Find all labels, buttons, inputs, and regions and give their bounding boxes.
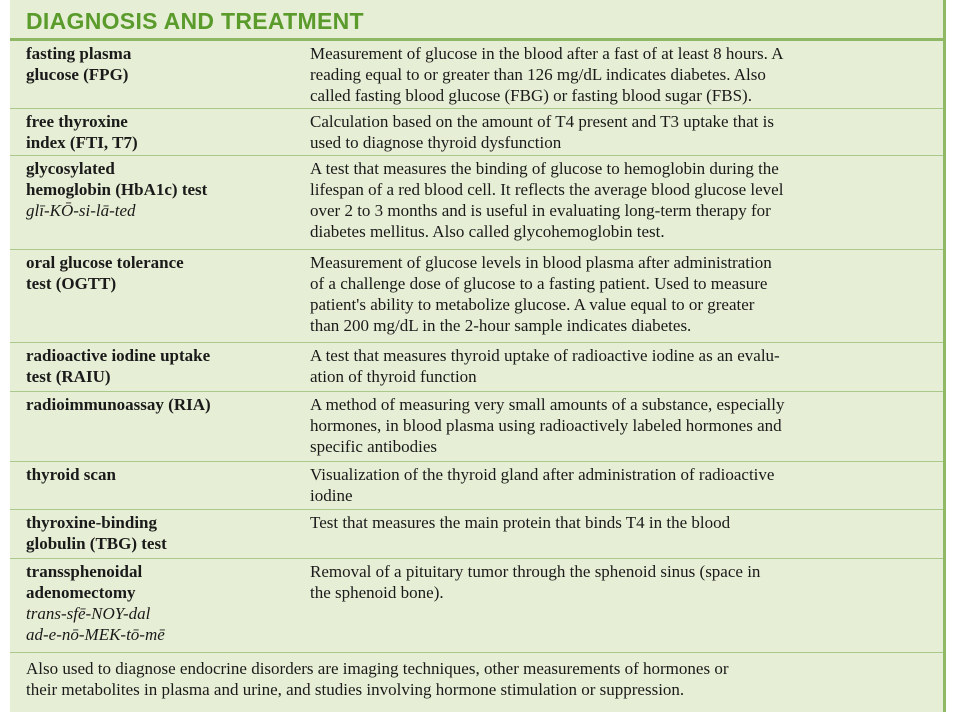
pronunciation: trans-sfē-NOY-dal	[26, 604, 151, 623]
definition: Calculation based on the amount of T4 present and T3 uptake that is used to diagnose thyroid dysfunction	[310, 112, 774, 152]
table-row	[10, 41, 943, 109]
definition: Visualization of the thyroid gland after administration of radioactive iodine	[310, 465, 775, 505]
definition: Measurement of glucose levels in blood plasma after administration of a challenge dose of glucose to a fasting patient. Used to measure patient's ability to metabolize glucose. A value equal to or greater than 200 mg/dL in the 2-hour sample indicates diabetes.	[310, 253, 772, 335]
term: radioimmunoassay (RIA)	[26, 395, 211, 414]
table-row	[10, 462, 943, 510]
section-title: DIAGNOSIS AND TREATMENT	[26, 8, 364, 34]
table-row	[10, 156, 943, 250]
definition: A test that measures thyroid uptake of radioactive iodine as an evalu- ation of thyroid function	[310, 346, 780, 386]
table-row	[10, 250, 943, 343]
definition: A method of measuring very small amounts of a substance, especially hormones, in blood plasma using radioactively labeled hormones and specific antibodies	[310, 395, 785, 456]
term: glycosylated hemoglobin (HbA1c) test glī-KŌ-si-lā-ted	[26, 158, 296, 221]
definition: Measurement of glucose in the blood after a fast of at least 8 hours. A reading equal to or greater than 126 mg/dL indicates diabetes. Also called fasting blood glucose (FBG) or fasting blood sugar (FBS).	[310, 44, 784, 105]
table-row	[10, 510, 943, 559]
term: radioactive iodine uptake test (RAIU)	[26, 346, 211, 386]
term: thyroxine-binding globulin (TBG) test	[26, 513, 167, 553]
term: fasting plasma glucose (FPG)	[26, 44, 132, 84]
term: free thyroxine index (FTI, T7)	[26, 112, 138, 152]
table-row	[10, 343, 943, 392]
footnote: Also used to diagnose endocrine disorders are imaging techniques, other measurements of hormones or their metabolites in plasma and urine, and studies involving hormone stimulation or suppression.	[26, 659, 729, 699]
table-row	[10, 559, 943, 653]
term: oral glucose tolerance test (OGTT)	[26, 253, 184, 293]
pronunciation: glī-KŌ-si-lā-ted	[26, 201, 136, 220]
table-row	[10, 392, 943, 462]
pronunciation: ad-e-nō-MEK-tō-mē	[26, 625, 165, 644]
table-row	[10, 109, 943, 156]
term: transsphenoidal adenomectomy trans-sfē-NOY-dal ad-e-nō-MEK-tō-mē	[26, 561, 296, 645]
definition: Removal of a pituitary tumor through the sphenoid sinus (space in the sphenoid bone).	[310, 562, 761, 602]
definition: A test that measures the binding of glucose to hemoglobin during the lifespan of a red blood cell. It reflects the average blood glucose level over 2 to 3 months and is useful in evaluating long-term therapy for diabetes mellitus. Also called glycohemoglobin test.	[310, 159, 784, 241]
term: thyroid scan	[26, 465, 116, 484]
definition: Test that measures the main protein that binds T4 in the blood	[310, 513, 731, 532]
diagnosis-panel	[10, 0, 946, 712]
